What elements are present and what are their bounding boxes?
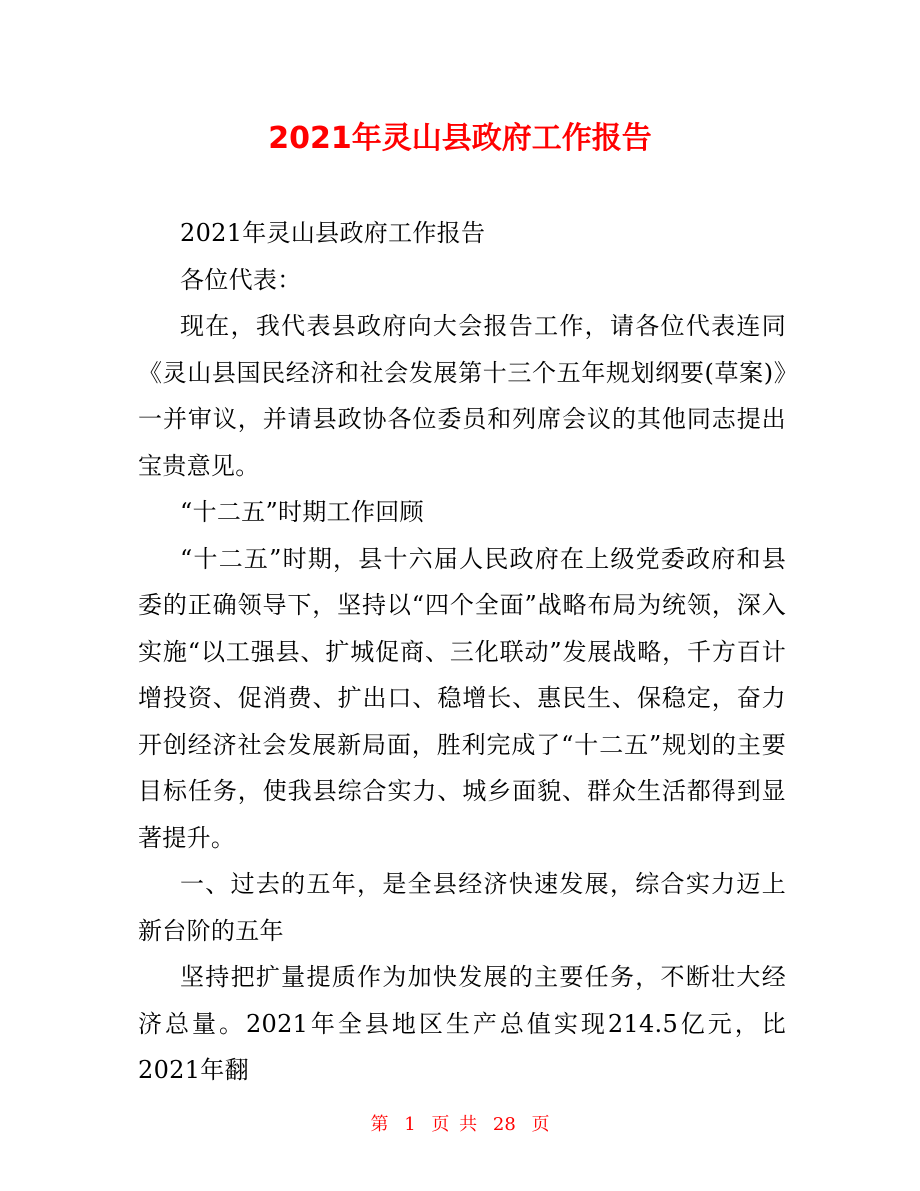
- page-label-suffix: 页: [531, 1114, 550, 1135]
- body-paragraph: 现在，我代表县政府向大会报告工作，请各位代表连同《灵山县国民经济和社会发展第十三个五年规划纲要(草案)》一并审议，并请县政协各位委员和列席会议的其他同志提出宝贵意见。: [138, 312, 786, 480]
- page-footer: [0, 1113, 920, 1137]
- total-pages-number: 28: [492, 1114, 516, 1135]
- body-paragraph: 2021年灵山县政府工作报告: [180, 219, 486, 247]
- body-paragraph: “十二五”时期，县十六届人民政府在上级党委政府和县委的正确领导下，坚持以“四个全面”战略布局为统领，深入实施“以工强县、扩城促商、三化联动”发展战略，千方百计增投资、促消费、扩出口、稳增长、惠民生、保稳定，奋力开创经济社会发展新局面，胜利完成了“十二五”规划的主要目标任务，使我县综合实力、城乡面貌、群众生活都得到显著提升。: [138, 544, 786, 852]
- current-page-number: 1: [404, 1114, 416, 1135]
- body-paragraph: 一、过去的五年，是全县经济快速发展，综合实力迈上新台阶的五年: [138, 870, 786, 945]
- body-paragraph: 各位代表：: [180, 265, 302, 294]
- page-label-mid: 页 共: [431, 1114, 478, 1135]
- page-label-prefix: 第: [370, 1114, 389, 1135]
- document-body: [138, 210, 786, 1094]
- body-paragraph: “十二五”时期工作回顾: [180, 498, 424, 526]
- document-title: 2021年灵山县政府工作报告: [268, 121, 652, 156]
- body-paragraph: 坚持把扩量提质作为加快发展的主要任务，不断壮大经济总量。2021年全县地区生产总值实现214.5亿元，比2021年翻: [138, 963, 786, 1084]
